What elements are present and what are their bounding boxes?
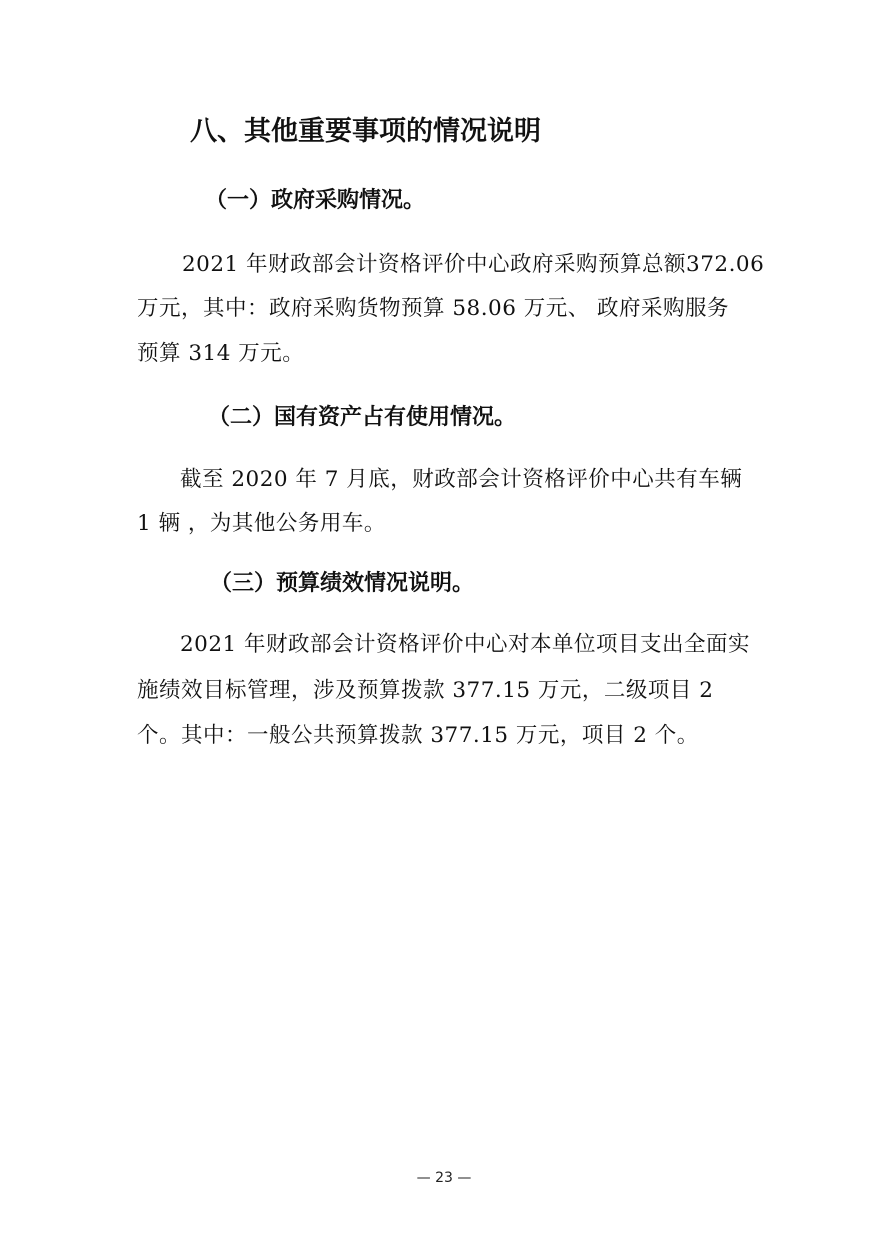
section-title: 八、其他重要事项的情况说明 [190, 116, 541, 147]
paragraph-line: 截至 2020 年 7 月底，财政部会计资格评价中心共有车辆 [180, 467, 743, 492]
paragraph-line: 2021 年财政部会计资格评价中心对本单位项目支出全面实 [180, 632, 751, 657]
paragraph-line: 2021 年财政部会计资格评价中心政府采购预算总额372.06 [182, 252, 765, 277]
paragraph-line: 个。其中：一般公共预算拨款 377.15 万元，项目 2 个。 [137, 723, 699, 748]
paragraph-line: 施绩效目标管理，涉及预算拨款 377.15 万元，二级项目 2 [137, 678, 714, 703]
page-number: — 23 — [416, 1170, 472, 1186]
paragraph-line: 预算 314 万元。 [137, 341, 305, 366]
subsection-heading-procurement: （一）政府采购情况。 [205, 188, 426, 213]
paragraph-line: 1 辆 ，为其他公务用车。 [137, 511, 386, 536]
subsection-heading-performance: （三）预算绩效情况说明。 [210, 571, 475, 596]
paragraph-line: 万元，其中：政府采购货物预算 58.06 万元、 政府采购服务 [137, 296, 730, 321]
subsection-heading-assets: （二）国有资产占有使用情况。 [208, 405, 517, 430]
